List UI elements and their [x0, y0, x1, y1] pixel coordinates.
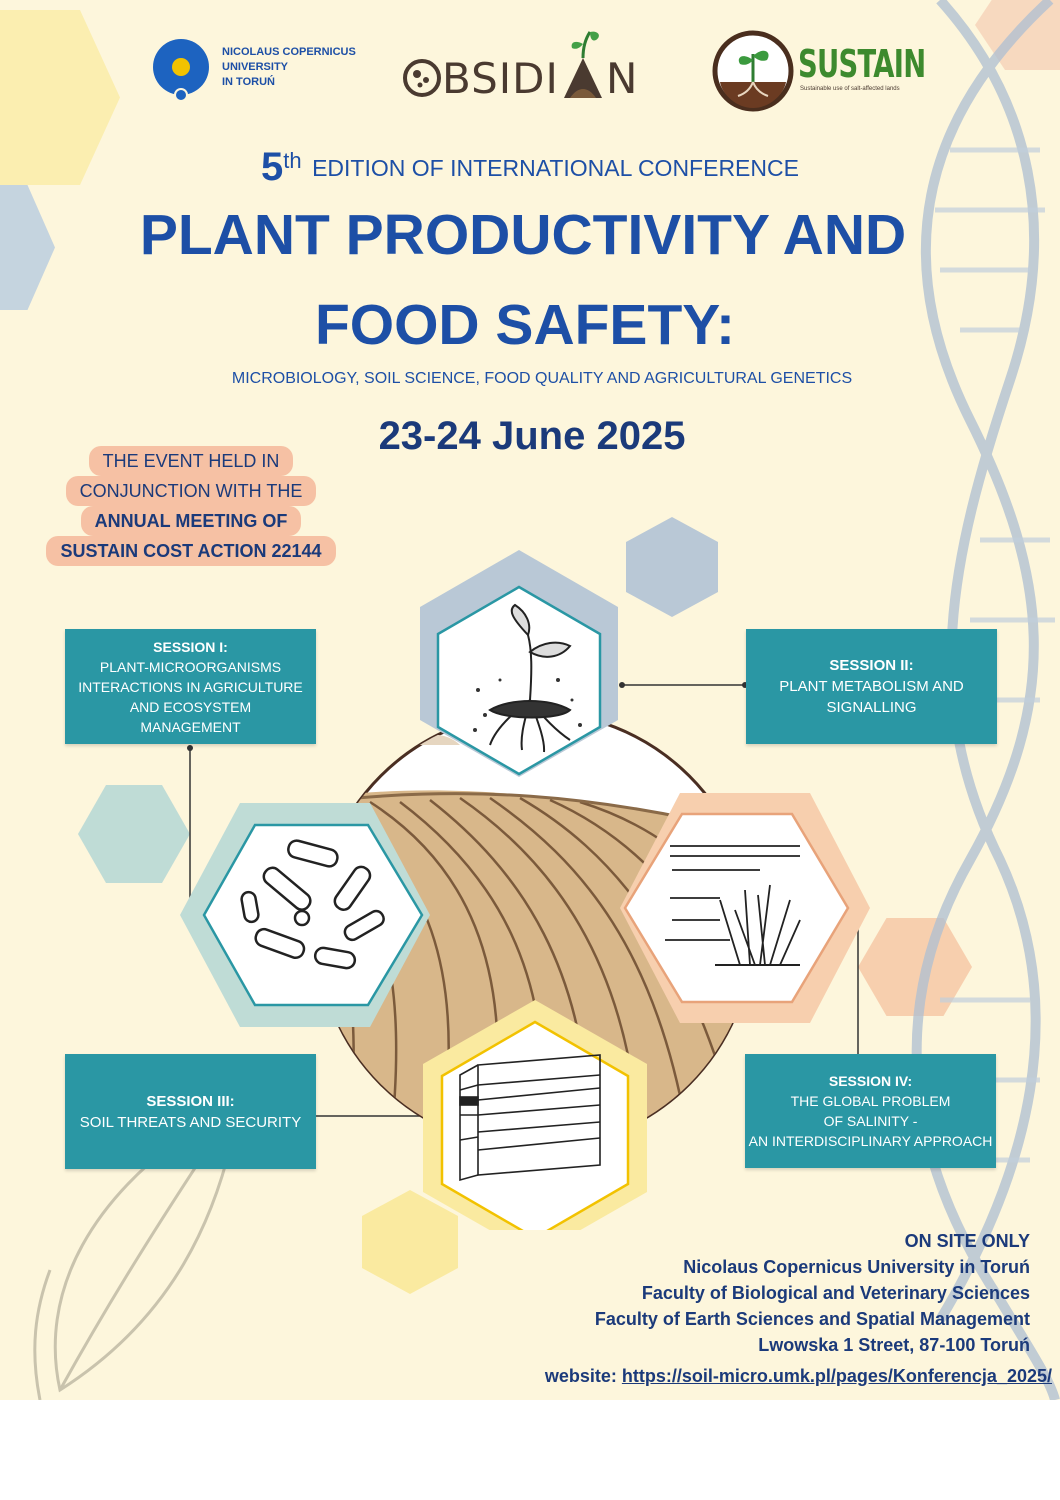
venue-line4: Lwowska 1 Street, 87-100 Toruń — [758, 1335, 1030, 1355]
session-4-line2: OF SALINITY - — [823, 1113, 918, 1129]
session-2-title: SESSION II: — [829, 657, 914, 674]
session-4-card[interactable] — [745, 1054, 996, 1168]
session-1-card[interactable] — [65, 629, 316, 744]
obsidian-wordmark-end: N — [606, 54, 638, 103]
session-4-line3: AN INTERDISCIPLINARY APPROACH — [748, 1133, 993, 1149]
ncu-logo[interactable] — [152, 38, 372, 102]
conference-dates: 23-24 June 2025 — [378, 414, 686, 458]
venue-block — [595, 1228, 1030, 1358]
conference-title-line1: PLANT PRODUCTIVITY AND — [139, 203, 907, 267]
website-link[interactable]: https://soil-micro.umk.pl/pages/Konferencja_2025/ — [621, 1366, 1052, 1386]
obsidian-o-icon — [402, 58, 442, 98]
edition-number: 5 — [261, 145, 284, 189]
edition-suffix: th — [283, 147, 302, 173]
sustain-tagline: Sustainable use of salt-affected lands — [800, 86, 900, 92]
conference-subtitle: MICROBIOLOGY, SOIL SCIENCE, FOOD QUALITY AND AGRICULTURAL GENETICS — [231, 370, 853, 387]
venue-line3: Faculty of Earth Sciences and Spatial Management — [594, 1309, 1030, 1329]
sustain-logo[interactable] — [712, 30, 926, 114]
website-label: website: — [544, 1366, 617, 1386]
conference-title-line2: FOOD SAFETY: — [314, 293, 736, 357]
session-4-line1: THE GLOBAL PROBLEM — [790, 1093, 951, 1109]
session-2-card[interactable] — [746, 629, 997, 744]
session-1-line4: MANAGEMENT — [140, 718, 241, 735]
obsidian-sprout-a-icon — [560, 28, 606, 100]
event-note-line1: THE EVENT HELD IN — [89, 446, 294, 476]
venue-line2: Faculty of Biological and Veterinary Sciences — [641, 1283, 1030, 1303]
website-line — [545, 1366, 1052, 1387]
session-2-line1: PLANT METABOLISM AND — [779, 678, 964, 695]
edition-line — [0, 145, 1060, 195]
obsidian-wordmark: BSIDI — [442, 54, 559, 103]
session-3-card[interactable] — [65, 1054, 316, 1169]
ncu-name-line3: IN TORUŃ — [222, 76, 275, 88]
sustain-emblem-icon — [712, 30, 794, 112]
session-3-line1: SOIL THREATS AND SECURITY — [79, 1113, 302, 1131]
sustain-wordmark: SUSTAIN — [798, 42, 926, 86]
session-1-line2: INTERACTIONS IN AGRICULTURE — [78, 678, 303, 695]
event-note-line4: SUSTAIN COST ACTION 22144 — [46, 536, 335, 566]
session-1-line3: AND ECOSYSTEM — [129, 698, 252, 715]
session-4-title: SESSION IV: — [828, 1073, 913, 1089]
session-1-title: SESSION I: — [153, 638, 228, 655]
event-note-line2: CONJUNCTION WITH THE — [66, 476, 317, 506]
venue-line1: Nicolaus Copernicus University in Toruń — [683, 1257, 1030, 1277]
session-3-title: SESSION III: — [146, 1092, 235, 1110]
venue-mode: ON SITE ONLY — [904, 1231, 1030, 1251]
ncu-name-line1: NICOLAUS COPERNICUS — [222, 46, 356, 58]
edition-text: EDITION OF INTERNATIONAL CONFERENCE — [312, 155, 799, 181]
session-2-line2: SIGNALLING — [826, 699, 917, 716]
ncu-name-line2: UNIVERSITY — [222, 61, 289, 73]
event-note-line3: ANNUAL MEETING OF — [81, 506, 302, 536]
ncu-emblem-icon — [152, 38, 210, 102]
session-1-line1: PLANT-MICROORGANISMS — [99, 658, 282, 675]
obsidian-logo[interactable] — [402, 28, 647, 103]
